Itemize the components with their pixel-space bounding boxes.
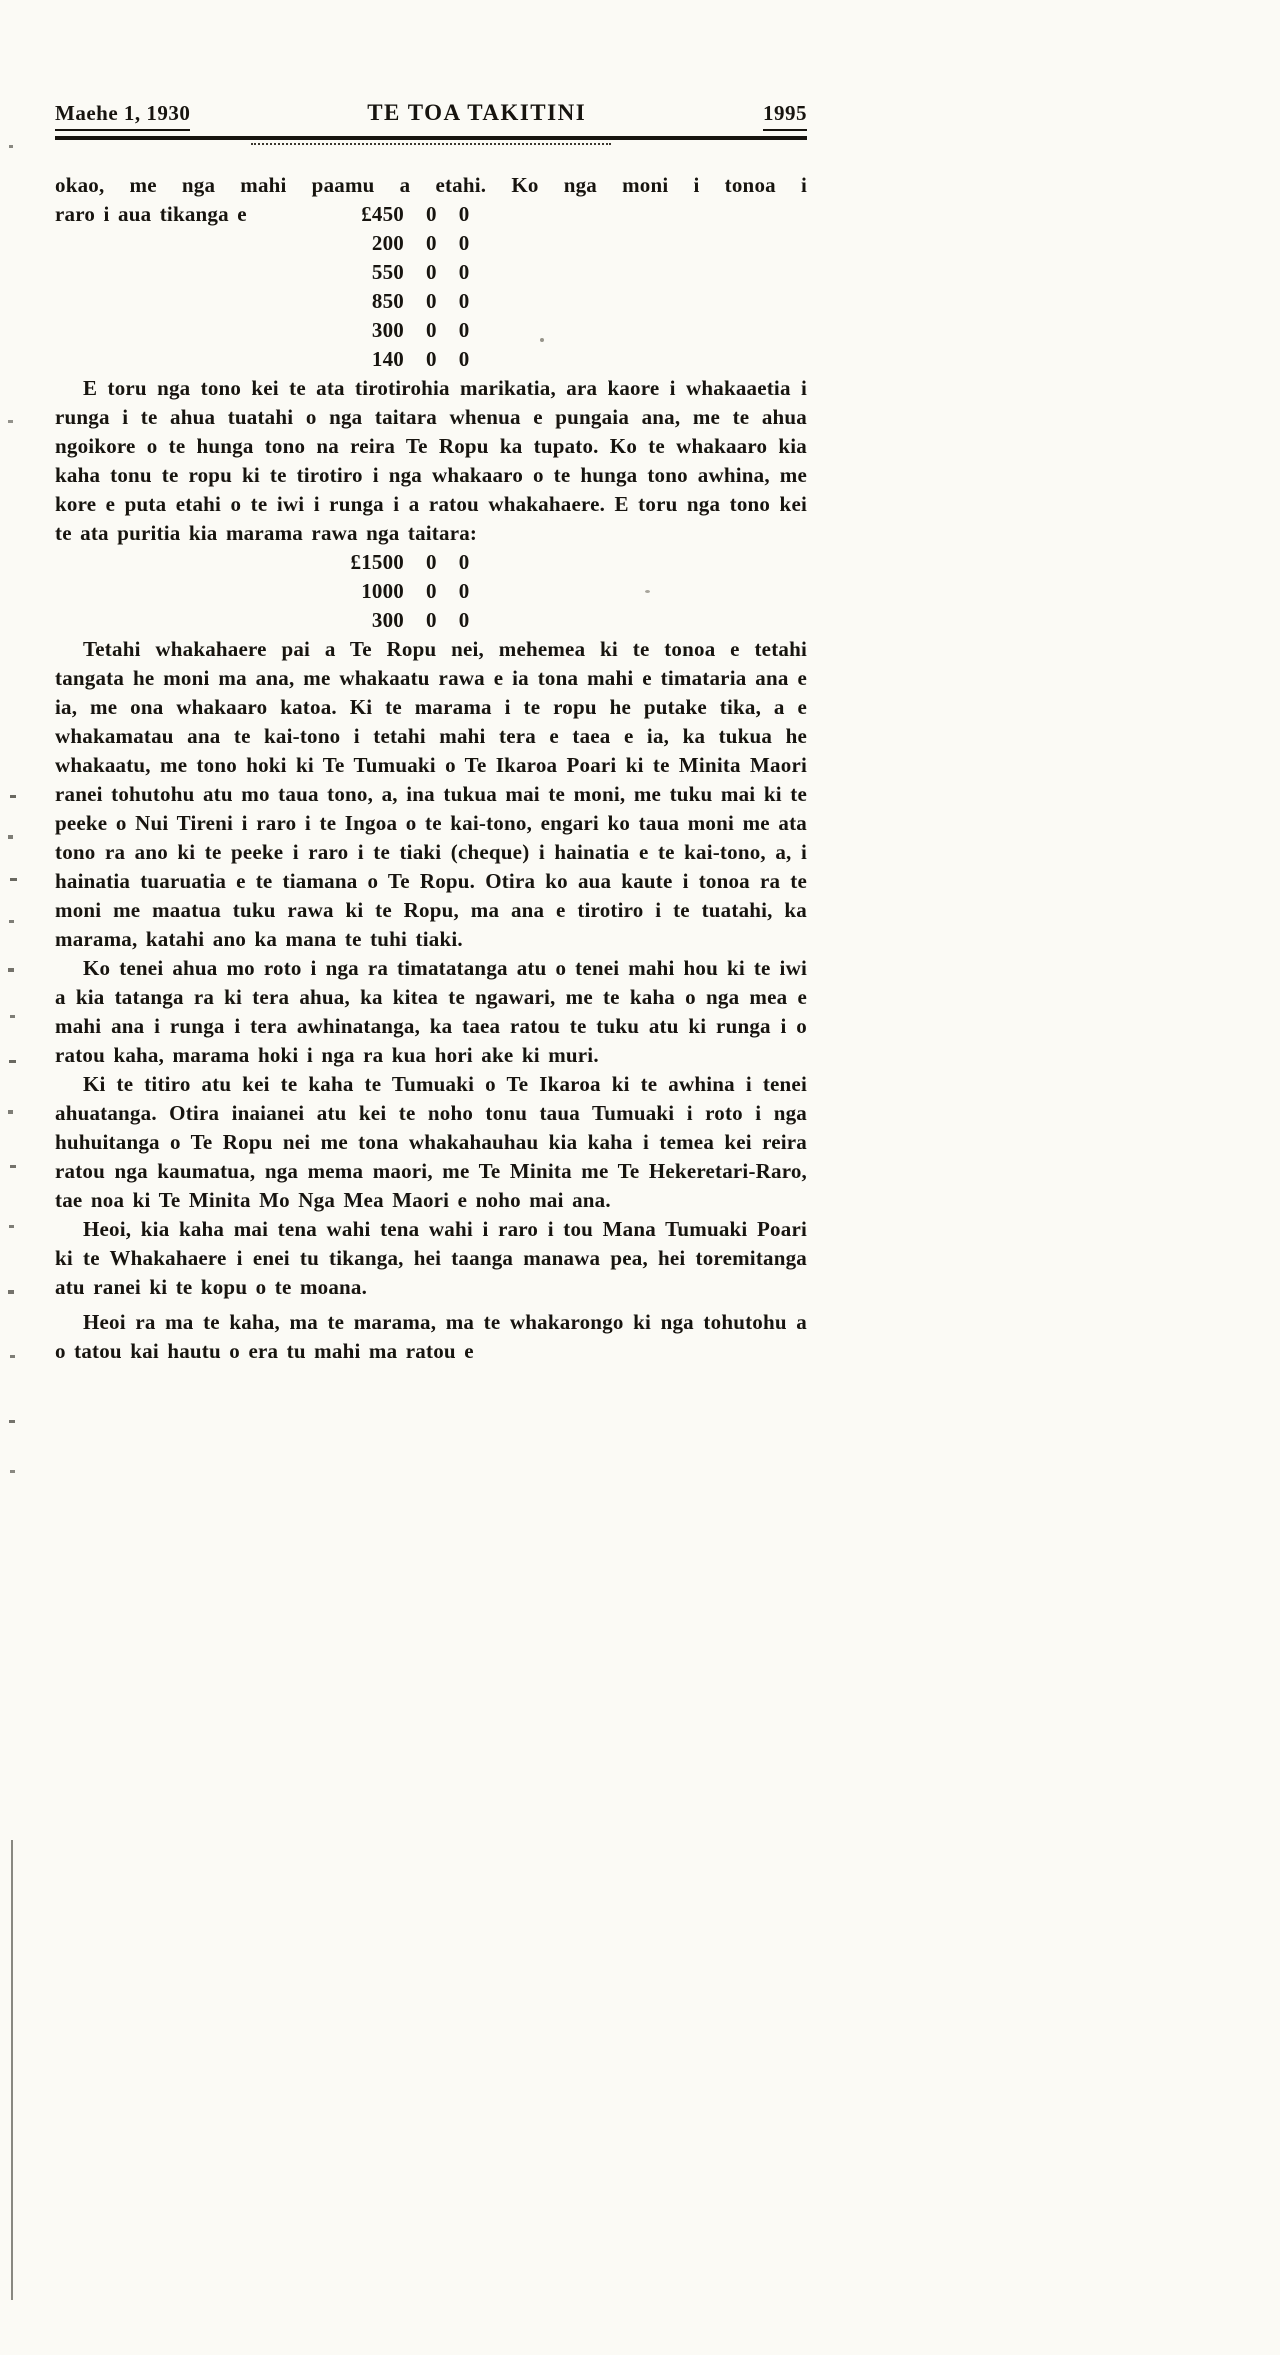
amount-cell: 300 (371, 318, 404, 342)
amount-cell: 1000 (361, 579, 404, 603)
pence-cell: 0 (458, 289, 470, 313)
scan-artifact (9, 1060, 16, 1063)
scan-artifact (10, 1355, 15, 1358)
page-number: 1995 (763, 101, 807, 131)
paragraph-e-toru: E toru nga tono kei te ata tirotirohia marikatia, ara kaore i whakaaetia i runga i te ahua tuatahi o nga taitara whenua e pungaia ana, me te ahua ngoikore o te hunga tono na reira Te Ropu ka tupato. Ko te whakaaro kia kaha tonu te ropu ki te tirotiro i nga whakaaro o te hunga tono awhina, me kore e puta etahi o te iwi i runga i a ratou whakahaere. E toru nga tono kei te ata puritia kia marama rawa nga taitara: (55, 376, 807, 545)
paragraph-line: okao, me nga mahi paamu a etahi. Ko nga moni i tonoa i (55, 173, 807, 197)
masthead-rule-thick (55, 136, 807, 140)
amount-cell: 200 (371, 231, 404, 255)
money-row (55, 200, 469, 229)
paragraph-ko-tenei: Ko tenei ahua mo roto i nga ra timatatanga atu o tenei mahi hou ki te iwi a kia tatanga ra ki tera ahua, ka kitea te ngawari, me te kaha o nga mea e mahi ana i runga i tera awhinatanga, ka taea ratou te tuku atu ki runga i o ratou kaha, marama hoki i nga ra kua hori ake ki muri. (55, 956, 807, 1067)
paragraph-ki-te-titiro: Ki te titiro atu kei te kaha te Tumuaki o Te Ikaroa ki te awhina i tenei ahuatanga. Otira inaianei atu kei te noho tonu taua Tumuaki i roto i nga huhuitanga o Te Ropu nei me tona whakahauhau kia kaha i temea kei reira ratou nga kaumatua, nga mema maori, me Te Minita me Te Hekeretari-Raro, tae noa ki Te Minita Mo Nga Mea Maori e noho mai ana. (55, 1072, 807, 1212)
scan-artifact (9, 920, 14, 923)
scan-artifact (9, 1420, 15, 1423)
article-body (55, 171, 807, 1366)
shillings-cell: 0 (426, 550, 437, 574)
shillings-cell: 0 (426, 318, 437, 342)
money-row-prefix: raro i aua tikanga e (55, 202, 247, 226)
paragraph-heoi-ra: Heoi ra ma te kaha, ma te marama, ma te whakarongo ki nga tohutohu a o tatou kai hautu o era tu mahi ma ratou e (55, 1310, 807, 1363)
scan-speck (645, 590, 650, 593)
money-row (55, 287, 469, 316)
pence-cell: 0 (458, 579, 470, 603)
money-row (55, 345, 469, 374)
shillings-cell: 0 (426, 289, 437, 313)
pence-cell: 0 (458, 347, 470, 371)
amount-cell: 140 (371, 347, 404, 371)
paragraph-okao (55, 171, 807, 374)
pence-cell: 0 (458, 318, 470, 342)
amount-cell: £450 (361, 202, 404, 226)
pence-cell: 0 (458, 231, 470, 255)
scan-artifact (9, 145, 13, 148)
scan-artifact (8, 968, 14, 972)
money-table-2 (330, 548, 469, 635)
amount-cell: 300 (371, 608, 404, 632)
money-row (330, 548, 469, 577)
scan-artifact (9, 1225, 14, 1228)
shillings-cell: 0 (426, 231, 437, 255)
scan-artifact (11, 1840, 13, 2300)
masthead (55, 100, 807, 131)
amount-cell: 550 (371, 260, 404, 284)
shillings-cell: 0 (426, 347, 437, 371)
scan-artifact (8, 420, 13, 423)
shillings-cell: 0 (426, 608, 437, 632)
shillings-cell: 0 (426, 579, 437, 603)
amount-cell: £1500 (350, 550, 404, 574)
scan-speck (540, 338, 544, 342)
scan-artifact (8, 835, 13, 839)
scan-artifact (10, 1470, 15, 1473)
scan-artifact (8, 1290, 14, 1294)
paragraph-heoi-kia-kaha: Heoi, kia kaha mai tena wahi tena wahi i raro i tou Mana Tumuaki Poari ki te Whakahaere i enei tu tikanga, hei taanga manawa pea, hei toremitanga atu ranei ki te kopu o te moana. (55, 1217, 807, 1299)
shillings-cell: 0 (426, 202, 437, 226)
scan-artifact (10, 795, 16, 798)
amount-cell: 850 (371, 289, 404, 313)
scan-artifact (10, 878, 17, 881)
scan-artifact (8, 1110, 13, 1114)
money-row (55, 316, 469, 345)
scan-artifact (10, 1165, 16, 1168)
paragraph-tetahi: Tetahi whakahaere pai a Te Ropu nei, mehemea ki te tonoa e tetahi tangata he moni ma ana, me whakaatu rawa e ia tona mahi e timataria ana e ia, me ona whakaaro katoa. Ki te marama i te ropu he putake tika, a e whakamatau ana te kai-tono i tetahi mahi tera e taea e ia, ka tukua he whakaatu, me tono hoki ki Te Tumuaki o Te Ikaroa Poari ki te Minita Maori ranei tohutohu atu mo taua tono, a, ina tukua mai te moni, me tuku mai ki te peeke o Nui Tireni i raro i te Ingoa o te kai-tono, engari ko taua moni me ata tono ra ano ki te peeke i raro i te tiaki (cheque) i hainatia e te kai-tono, a, i hainatia tuaruatia e te tiamana o Te Ropu. Otira ko aua kaute i tonoa ra te moni me maatua tuku rawa ki te Ropu, ma ana e tirotiro i te tuatahi, ka marama, katahi ano ka mana te tuhi tiaki. (55, 637, 807, 951)
money-table-1 (55, 200, 469, 374)
issue-date: Maehe 1, 1930 (55, 101, 190, 131)
money-row (55, 229, 469, 258)
masthead-rule-dotted (251, 143, 611, 145)
pence-cell: 0 (458, 260, 470, 284)
pence-cell: 0 (458, 550, 470, 574)
pence-cell: 0 (458, 202, 470, 226)
money-row (55, 258, 469, 287)
pence-cell: 0 (458, 608, 470, 632)
page-content (55, 100, 807, 1366)
money-row (330, 577, 469, 606)
shillings-cell: 0 (426, 260, 437, 284)
newspaper-title: TE TOA TAKITINI (367, 100, 587, 125)
money-row (330, 606, 469, 635)
scan-artifact (10, 1015, 15, 1018)
